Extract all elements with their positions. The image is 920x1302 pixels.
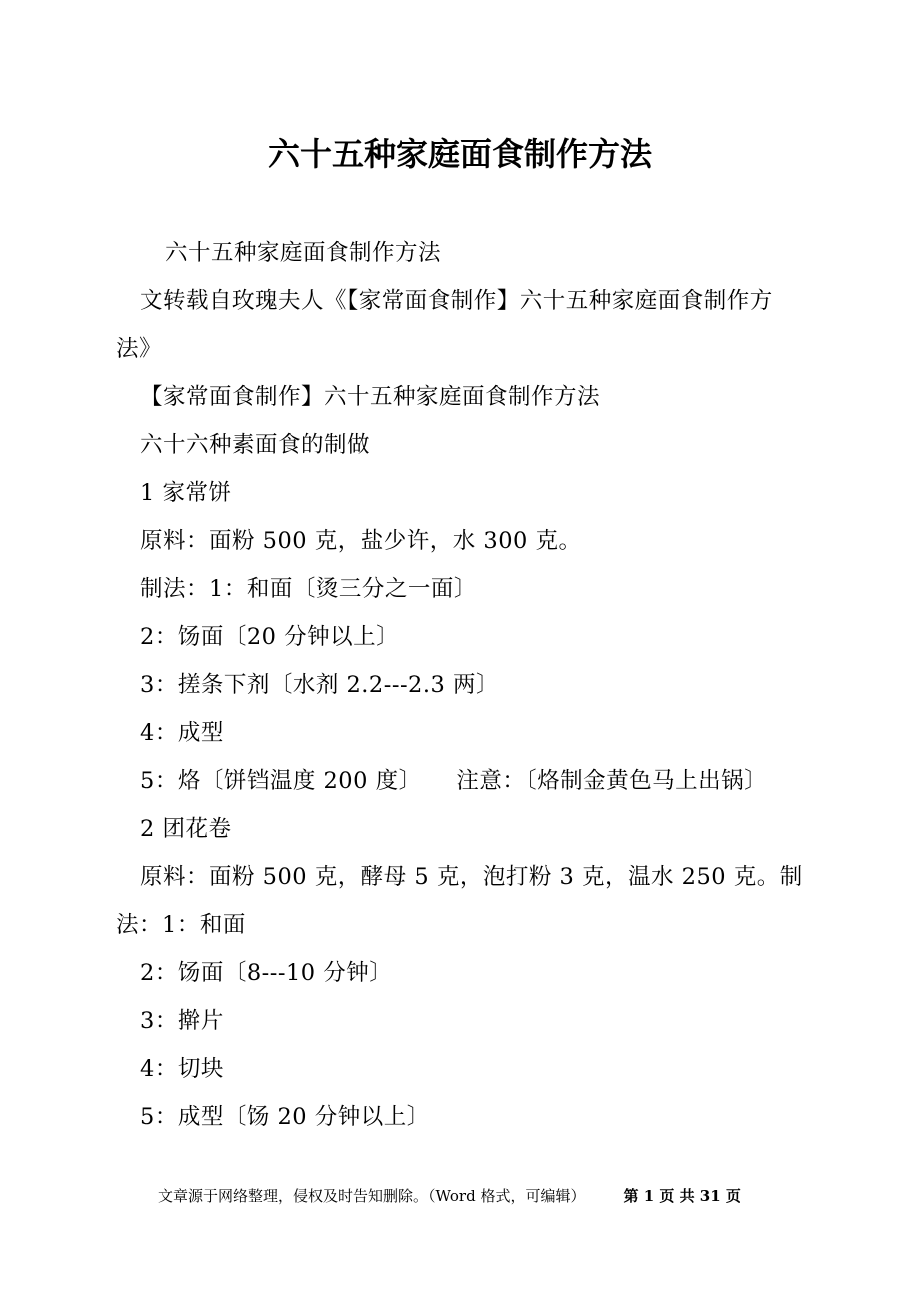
body-line: 3：搓条下剂〔水剂 2.2---2.3 两〕 xyxy=(140,672,499,698)
body-line: 2 团花卷 xyxy=(140,816,232,842)
body-line: 5：成型〔饧 20 分钟以上〕 xyxy=(140,1104,430,1130)
body-line: 原料：面粉 500 克，盐少许，水 300 克。 xyxy=(140,528,582,554)
body-line: 原料：面粉 500 克，酵母 5 克，泡打粉 3 克，温水 250 克。制 xyxy=(140,864,803,890)
body-line: 文转载自玫瑰夫人《【家常面食制作】六十五种家庭面食制作方 xyxy=(140,288,773,314)
page-indicator: 第 1 页 共 31 页 xyxy=(623,1187,741,1205)
body-line: 3：擀片 xyxy=(140,1008,224,1034)
body-line: 法：1：和面 xyxy=(116,912,246,938)
body-line: 六十五种家庭面食制作方法 xyxy=(165,240,442,266)
body-line: 法》 xyxy=(116,336,163,362)
body-line: 1 家常饼 xyxy=(140,480,232,506)
footer-note: 文章源于网络整理，侵权及时告知删除。（Word 格式，可编辑） xyxy=(158,1187,586,1205)
body-line: 4：成型 xyxy=(140,720,224,746)
page-footer xyxy=(158,1185,741,1207)
document-title: 六十五种家庭面食制作方法 xyxy=(267,135,652,173)
body-line: 4：切块 xyxy=(140,1056,224,1082)
body-line: 【家常面食制作】六十五种家庭面食制作方法 xyxy=(140,384,601,410)
body-line: 制法：1：和面〔烫三分之一面〕 xyxy=(140,576,477,602)
body-line: 2：饧面〔20 分钟以上〕 xyxy=(140,624,400,650)
body-line: 2：饧面〔8---10 分钟〕 xyxy=(140,960,393,986)
body-line: 六十六种素面食的制做 xyxy=(140,432,371,458)
body-line: 5：烙〔饼铛温度 200 度〕 注意：〔烙制金黄色马上出锅〕 xyxy=(140,768,768,794)
